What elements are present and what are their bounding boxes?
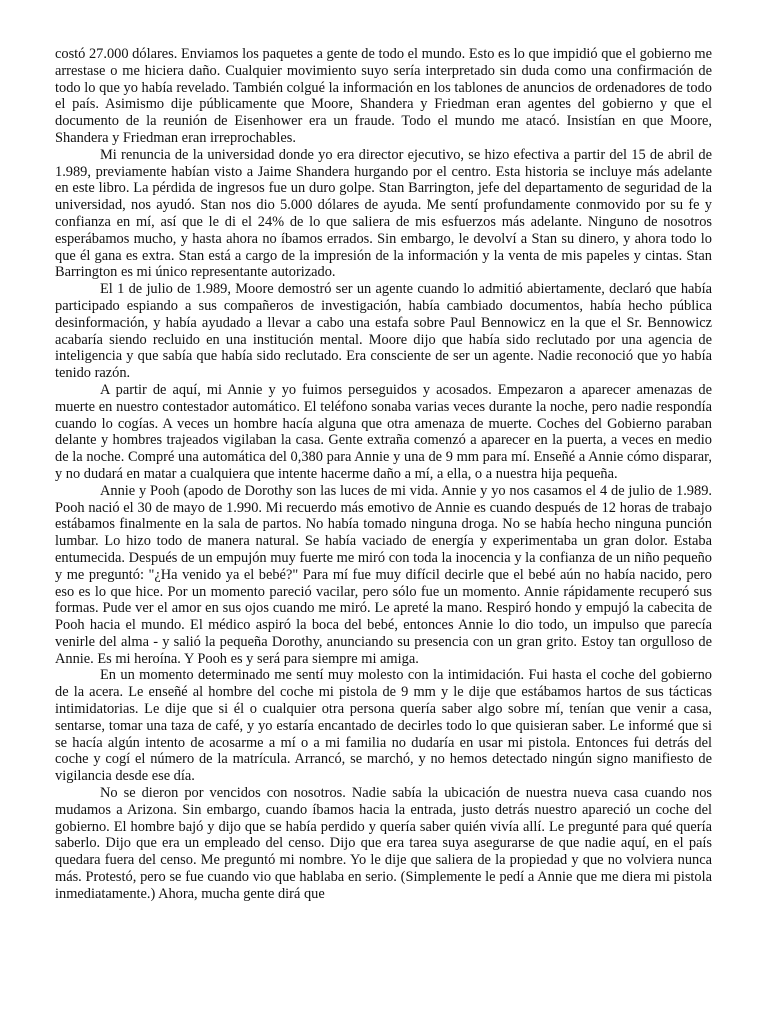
paragraph-arizona-move: No se dieron por vencidos con nosotros. Nadie sabía la ubicación de nuestra nueva casa cuando nos mudamos a Arizona. Sin embargo, cuando íbamos hacia la entrada, justo detrás nuestro apareció un coche del gobierno. El hombre bajó y dijo que se había perdido y quería saber quién vivía allí. Le pregunté para qué quería saberlo. Dijo que era un empleado del censo. Dijo que era tarea suya asegurarse de que nadie aquí, en el país quedara fuera del censo. Me preguntó mi nombre. Yo le dije que saliera de la propiedad y que no volviera nunca más. Protestó, pero se fue cuando vio que hablaba en serio. (Simplemente le pedí a Annie que me diera mi pistola inmediatamente.) Ahora, mucha gente dirá que bbox=[55, 785, 712, 902]
paragraph-intimidation: En un momento determinado me sentí muy molesto con la intimidación. Fui hasta el coche del gobierno de la acera. Le enseñé al hombre del coche mi pistola de 9 mm y le dije que estábamos hartos de sus tácticas intimidatorias. Le dije que si él o cualquier otra persona quería saber algo sobre mí, tenían que venir a casa, sentarse, tomar una taza de café, y yo estaría encantado de decirles todo lo que quisieran saber. Le informé que si se hacía algún intento de acosarme a mí o a mi familia no dudaría en usar mi pistola. Entonces fui detrás del coche y cogí el número de la matrícula. Arrancó, se marchó, y no hemos detectado ningún signo manifiesto de vigilancia desde ese día. bbox=[55, 667, 712, 785]
paragraph-university-resignation: Mi renuncia de la universidad donde yo era director ejecutivo, se hizo efectiva a partir del 15 de abril de 1.989, previamente habían visto a Jaime Shandera hurgando por el centro. Esta historia se incluye más adelante en este libro. La pérdida de ingresos fue un duro golpe. Stan Barrington, jefe del departamento de seguridad de la universidad, nos ayudó. Stan nos dio 5.000 dólares de ayuda. Me sentí profundamente conmovido por su fe y confianza en mí, así que le di el 24% de lo que saliera de mis esfuerzos más adelante. Ninguno de nosotros esperábamos mucho, y hasta ahora no íbamos errados. Sin embargo, le devolví a Stan su dinero, y ahora todo lo que él gana es extra. Stan está a cargo de la impresión de la información y la venta de mis papeles y cintas. Stan Barrington es mi único representante autorizado. bbox=[55, 146, 712, 281]
paragraph-annie-pooh: Annie y Pooh (apodo de Dorothy son las luces de mi vida. Annie y yo nos casamos el 4 de julio de 1.989. Pooh nació el 30 de mayo de 1.990. Mi recuerdo más emotivo de Annie es cuando después de 12 horas de trabajo estábamos finalmente en la sala de partos. No había tomado ninguna droga. No se había hecho ninguna punción lumbar. Lo hizo todo de manera natural. Se había vaciado de energía y experimentaba un gran dolor. Estaba entumecida. Después de un empujón muy fuerte me miró con toda la inocencia y la confianza de un niño pequeño y me preguntó: "¿Ha venido ya el bebé?" Para mí fue muy difícil decirle que el bebé aún no había nacido, pero eso es lo que hice. Por un momento pareció vacilar, pero sólo fue un momento. Annie rápidamente recuperó sus formas. Pude ver el amor en sus ojos cuando me miró. Le apreté la mano. Respiró hondo y empujó la cabecita de Pooh hacia el mundo. El médico aspiró la boca del bebé, entonces Annie lo dio todo, un impulso que parecía venirle del alma - y salió la pequeña Dorothy, anunciando su presencia con un gran grito. Estoy tan orgulloso de Annie. Es mi heroína. Y Pooh es y será para siempre mi amiga. bbox=[55, 482, 712, 667]
paragraph-harassment: A partir de aquí, mi Annie y yo fuimos perseguidos y acosados. Empezaron a aparecer amenazas de muerte en nuestro contestador automático. El teléfono sonaba varias veces durante la noche, pero nadie respondía cuando lo cogías. A veces un hombre hacía alguna que otra amenaza de muerte. Coches del Gobierno paraban delante y hombres trajeados vigilaban la casa. Gente extraña comenzó a aparecer en la puerta, a veces en medio de la noche. Compré una automática del 0,380 para Annie y una de 9 mm para mí. Enseñé a Annie cómo disparar, y no dudará en matar a cualquiera que intente hacerme daño a mí, a ella, o a nuestra hija pequeña. bbox=[55, 381, 712, 482]
paragraph-continuation: costó 27.000 dólares. Enviamos los paquetes a gente de todo el mundo. Esto es lo que impidió que el gobierno me arrestase o me hiciera daño. Cualquier movimiento suyo sería interpretado sin duda como una confirmación de todo lo que yo había revelado. También colgué la información en los tablones de anuncios de ordenadores de todo el país. Asimismo dije públicamente que Moore, Shandera y Friedman eran agentes del gobierno y que el documento de la reunión de Eisenhower era un fraude. Todo el mundo me atacó. Insistían en que Moore, Shandera y Friedman eran irreprochables. bbox=[55, 46, 712, 146]
paragraph-moore-agent: El 1 de julio de 1.989, Moore demostró ser un agente cuando lo admitió abiertamente, declaró que había participado espiando a sus compañeros de investigación, había cambiado documentos, había hecho pública desinformación, y había ayudado a llevar a cabo una estafa sobre Paul Bennowicz en la que el Sr. Bennowicz acabaría siendo recluido en una institución mental. Moore dijo que había sido reclutado por una agencia de inteligencia y que sabía que había sido reclutado. Era consciente de ser un agente. Nadie reconoció que yo había tenido razón. bbox=[55, 281, 712, 382]
document-page bbox=[55, 46, 712, 903]
